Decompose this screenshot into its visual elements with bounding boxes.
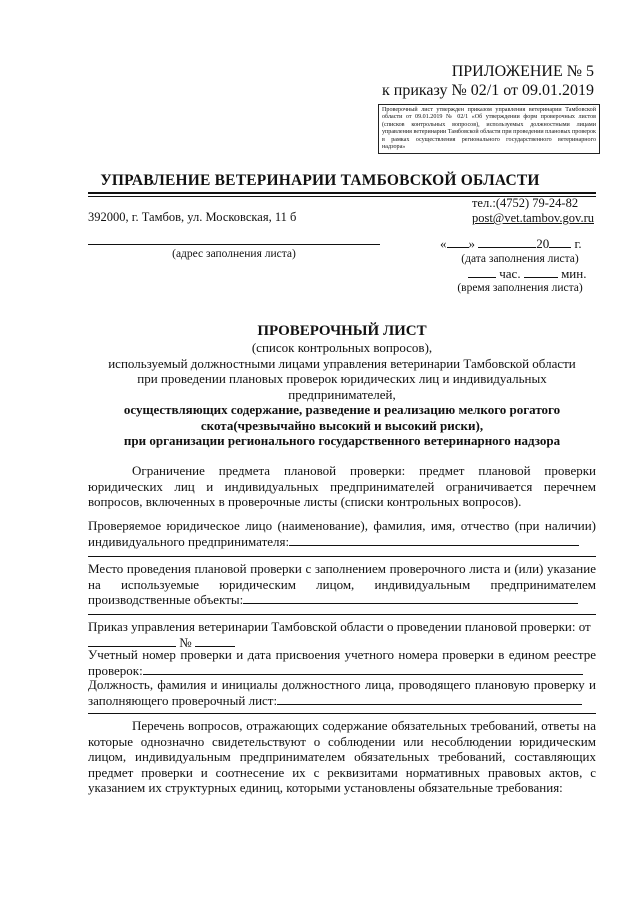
date-suffix: г.	[574, 236, 582, 251]
day-blank[interactable]	[447, 236, 469, 248]
place-blank[interactable]	[243, 592, 578, 604]
appendix-header	[382, 62, 594, 100]
title-line-2: при проведении плановых проверок юридических лиц и индивидуальных	[137, 371, 547, 386]
address-caption: (адрес заполнения листа)	[172, 248, 296, 260]
list-intro-paragraph: Перечень вопросов, отражающих содержание обязательных требований, ответы на которые однозначно свидетельствуют о соблюдении или несоблюдении юридическим лицом, индивидуальным предпринимателем обязательных требований, составляющих предмет проверки и соотнесение их с реквизитами нормативных правовых актов, с указанием их структурных единиц, которыми установлены обязательные требования:	[88, 718, 596, 795]
place-paragraph	[88, 561, 596, 608]
appendix-order: к приказу № 02/1 от 09.01.2019	[381, 82, 594, 99]
document-subtitle: (список контрольных вопросов),	[251, 340, 433, 355]
entity-paragraph	[88, 518, 596, 549]
approval-stamp: Проверочный лист утвержден приказом управления ветеринарии Тамбовской области от 09.01.2019 № 02/1 «Об утверждении форм проверочных листов (списков контрольных вопросов), используемых должностными лицами управления ветеринарии Тамбовской области при проведении плановых проверок в рамках осуществления регионального государственного ветеринарного надзора»	[378, 104, 600, 154]
registration-label: Учетный номер проверки и дата присвоения учетного номера проверки в едином реестре проверок:	[88, 647, 596, 678]
title-line-1: используемый должностными лицами управления ветеринарии Тамбовской области	[108, 355, 576, 371]
time-caption: (время заполнения листа)	[457, 282, 583, 294]
year-blank[interactable]	[549, 236, 571, 248]
entity-line[interactable]	[88, 556, 596, 557]
date-open-quote: «	[440, 236, 447, 251]
order-paragraph	[88, 619, 596, 650]
organization-address: 392000, г. Тамбов, ул. Московская, 11 б	[88, 210, 297, 224]
title-line-3: предпринимателей,	[288, 386, 396, 402]
order-date-blank[interactable]	[88, 635, 176, 647]
inspector-blank[interactable]	[277, 693, 582, 705]
order-number-blank[interactable]	[195, 635, 235, 647]
organization-contacts	[472, 196, 594, 226]
title-bold-3: при организации регионального государственного ветеринарного надзора	[123, 433, 561, 448]
email-link[interactable]: post@vet.tambov.gov.ru	[471, 211, 594, 225]
order-label: Приказ управления ветеринарии Тамбовской области о проведении плановой проверки: от	[88, 619, 591, 634]
entity-label: Проверяемое юридическое лицо (наименование), фамилия, имя, отчество (при наличии) индивидуального предпринимателя:	[88, 518, 596, 549]
document-title-block	[88, 322, 596, 449]
title-bold-2: скота(чрезвычайно высокий и высокий риски),	[200, 417, 484, 433]
document-title: ПРОВЕРОЧНЫЙ ЛИСТ	[257, 323, 427, 339]
date-close-quote: »	[468, 236, 475, 251]
month-blank[interactable]	[478, 236, 536, 248]
organization-name: УПРАВЛЕНИЕ ВЕТЕРИНАРИИ ТАМБОВСКОЙ ОБЛАСТИ	[100, 172, 540, 189]
inspector-paragraph	[88, 677, 596, 708]
address-fill-line[interactable]	[88, 244, 380, 245]
registration-blank[interactable]	[143, 663, 583, 675]
date-caption: (дата заполнения листа)	[461, 253, 579, 265]
phone: тел.:(4752) 79-24-82	[471, 196, 579, 210]
title-bold-1: осуществляющих содержание, разведение и реализацию мелкого рогатого	[123, 402, 561, 417]
place-label: Место проведения плановой проверки с заполнением проверочного листа и (или) указание на используемые юридическим лицом, индивидуальным предпринимателем производственные объекты:	[88, 561, 596, 607]
date-field[interactable]	[440, 236, 582, 252]
inspector-line[interactable]	[88, 713, 596, 714]
header-rule-thick	[88, 192, 596, 194]
appendix-title: ПРИЛОЖЕНИЕ № 5	[451, 63, 594, 80]
date-year: 20	[536, 236, 550, 251]
restriction-paragraph: Ограничение предмета плановой проверки: предмет плановой проверки юридических лиц и индивидуальных предпринимателей ограничивается перечнем вопросов, включенных в проверочные листы (списки контрольных вопросов).	[88, 463, 596, 509]
hours-blank[interactable]	[468, 266, 496, 278]
time-minutes: мин.	[561, 266, 587, 281]
entity-blank[interactable]	[289, 534, 579, 546]
time-field[interactable]	[468, 266, 586, 282]
order-number-label: №	[179, 634, 192, 650]
minutes-blank[interactable]	[524, 266, 558, 278]
registration-paragraph	[88, 647, 596, 678]
inspector-label: Должность, фамилия и инициалы должностного лица, проводящего плановую проверку и заполняющего проверочный лист:	[88, 677, 596, 708]
time-hours: час.	[499, 266, 521, 281]
place-line[interactable]	[88, 614, 596, 615]
